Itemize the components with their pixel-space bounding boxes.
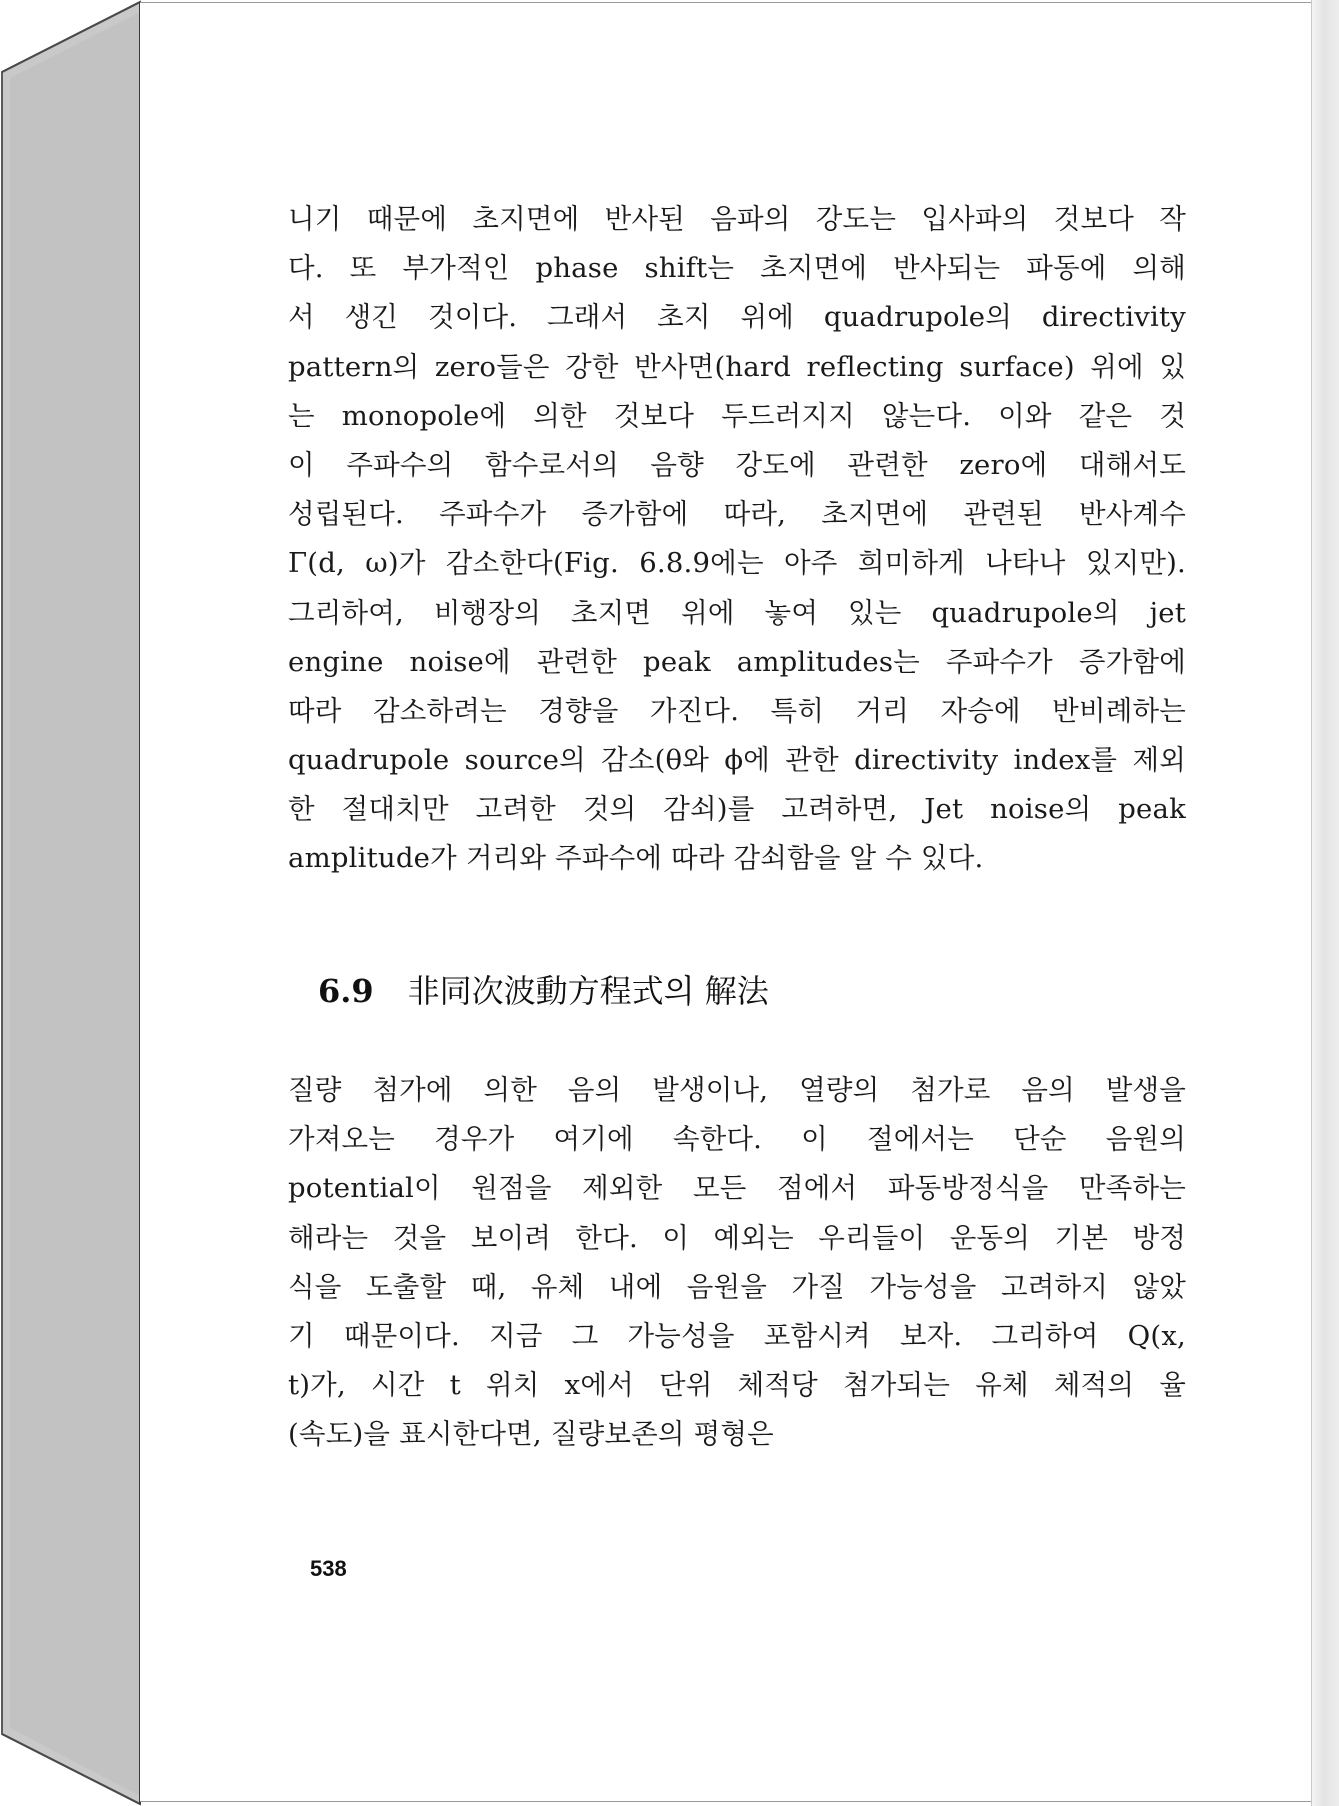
text-line: 이 주파수의 함수로서의 음향 강도에 관련한 zero에 대해서도 <box>288 448 1186 481</box>
page-number: 538 <box>310 1556 347 1581</box>
text-line: 기 때문이다. 지금 그 가능성을 포함시켜 보자. 그리하여 Q(x, <box>288 1319 1186 1352</box>
text-line: 그리하여, 비행장의 초지면 위에 놓여 있는 quadrupole의 jet <box>288 596 1186 629</box>
text-line: Γ(d, ω)가 감소한다(Fig. 6.8.9에는 아주 희미하게 나타나 있지만). <box>288 547 1186 580</box>
section-title: 非同次波動方程式의 解法 <box>407 972 769 1010</box>
text-line: 해라는 것을 보이려 한다. 이 예외는 우리들이 운동의 기본 방정 <box>288 1221 1186 1254</box>
text-line: 가져오는 경우가 여기에 속한다. 이 절에서는 단순 음원의 <box>288 1123 1186 1156</box>
text-line: 한 절대치만 고려한 것의 감쇠)를 고려하면, Jet noise의 peak <box>288 793 1186 826</box>
text-line: 질량 첨가에 의한 음의 발생이나, 열량의 첨가로 음의 발생을 <box>288 1074 1186 1106</box>
text-line: 는 monopole에 의한 것보다 두드러지지 않는다. 이와 같은 것 <box>288 399 1186 432</box>
text-line: (속도)을 표시한다면, 질량보존의 평형은 <box>288 1418 774 1451</box>
text-line: t)가, 시간 t 위치 x에서 단위 체적당 첨가되는 유체 체적의 율 <box>288 1369 1186 1402</box>
text-line: pattern의 zero들은 강한 반사면(hard reflecting surface) 위에 있 <box>288 350 1186 383</box>
text-line: amplitude가 거리와 주파수에 따라 감쇠함을 알 수 있다. <box>288 842 984 875</box>
section-number: 6.9 <box>318 972 374 1010</box>
page-right-edge <box>1311 0 1339 1806</box>
paragraph-2 <box>288 1066 1186 1460</box>
text-line: 니기 때문에 초지면에 반사된 음파의 강도는 입사파의 것보다 작 <box>288 203 1186 235</box>
text-line: 식을 도출할 때, 유체 내에 음원을 가질 가능성을 고려하지 않았 <box>288 1270 1186 1303</box>
book-spine-shade <box>10 12 140 1796</box>
text-line: potential이 원점을 제외한 모든 점에서 파동방정식을 만족하는 <box>288 1172 1186 1205</box>
text-line: 따라 감소하려는 경향을 가진다. 특히 거리 자승에 반비례하는 <box>288 694 1186 727</box>
section-heading <box>318 968 769 1014</box>
text-line: 다. 또 부가적인 phase shift는 초지면에 반사되는 파동에 의해 <box>288 252 1186 285</box>
text-line: engine noise에 관련한 peak amplitudes는 주파수가 증가함에 <box>288 645 1186 678</box>
paragraph-1 <box>288 195 1186 884</box>
text-line: quadrupole source의 감소(θ와 ϕ에 관한 directivity index를 제외 <box>288 744 1186 777</box>
text-line: 서 생긴 것이다. 그래서 초지 위에 quadrupole의 directivity <box>288 301 1186 334</box>
text-line: 성립된다. 주파수가 증가함에 따라, 초지면에 관련된 반사계수 <box>288 498 1186 531</box>
